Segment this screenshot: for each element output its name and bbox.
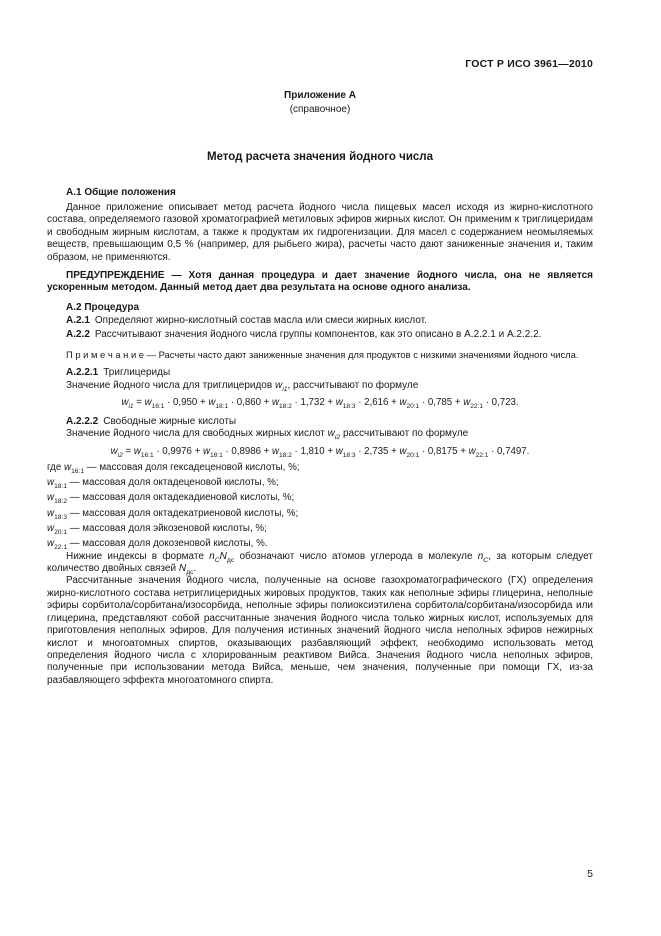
section-a2-heading: А.2 Процедура xyxy=(66,301,140,313)
closing-paragraph: Рассчитанные значения йодного числа, полученные на основе газохроматографического (ГХ) определения жирно-кислотного состава нетриглицеридных жировых продуктов, таких как неполные эфиры глицерина, неполные эфиры сорбитола/сорбитана/изосорбида, неполные эфиры полиоксиэтилена сорбитола/сорбитана/изосорбида или глицерина, представляют собой рассчитанные значения йодного числа только жирных кислот, используемых для приготовления неполных эфиров. Для получения истинных значений йодного числа неполных эфиров нежирных кислот и многоатомных спиртов, оказывающих разбавляющий эффект, необходимо использовать метод определения йодного числа с хлорированным реактивом Вийса. Значения йодного числа неполных эфиров, полученные при использовании метода Вийса, меньше, чем значения, полученные при помощи ГХ, из-за разбавляющего эффекта многоатомного спирта. xyxy=(47,575,593,686)
page-content xyxy=(47,58,593,687)
where-line: $w_{18:2}$ — массовая доля октадекадиеновой кислоты, %; xyxy=(47,492,295,506)
where-line: $w_{20:1}$ — массовая доля эйкозеновой кислоты, %; xyxy=(47,523,267,537)
paragraph-a1-body: Данное приложение описывает метод расчета йодного числа пищевых масел исходя из жирно-кислотного состава, определяемого газовой хроматографией метиловых эфиров жирных кислот. Он применим к триглицеридам и свободным жирным кислотам, а также к продуктам их гидрогенизации. Для масел с содержанием неомыляемых веществ, превышающим 0,5 % (например, для рыбьего жира), расчеты часто дают заниженные значения и, таким образом, не применяются. xyxy=(47,202,593,263)
clause-a21-number: А.2.1 xyxy=(66,314,90,326)
clause-a22-number: А.2.2 xyxy=(66,329,90,341)
where-definitions xyxy=(47,462,593,551)
clause-a21 xyxy=(47,315,593,327)
clause-a222-intro: Значение йодного числа для свободных жирных кислот $w_{i2}$ рассчитывают по формуле xyxy=(66,428,469,442)
where-line: $w_{18:3}$ — массовая доля октадекатриеновой кислоты, %; xyxy=(47,507,299,521)
clause-a222-name: Свободные жирные кислоты xyxy=(103,416,237,428)
formula-triglycerides: $w_{i1} = w_{16:1} \cdot 0,950 + w_{18:1} \cdot 0,860 + w_{18:2} \cdot 1,732 + w_{18:3} \cdot 2,616 + w_{20:1} \cdot 0,785 + w_{22:1} \cdot 0,723$. xyxy=(121,397,519,410)
clause-a221-heading xyxy=(47,367,593,379)
section-a1-heading: А.1 Общие положения xyxy=(66,187,176,198)
clause-a22-text: Рассчитывают значения йодного числа группы компонентов, как это описано в А.2.2.1 и А.2.2.2. xyxy=(94,329,542,341)
annex-title: Метод расчета значения йодного числа xyxy=(206,151,433,163)
warning-paragraph: ПРЕДУПРЕЖДЕНИЕ — Хотя данная процедура и дает значение йодного числа, она не является ускоренным методом. Данный метод дает два результата на основе одного анализа. xyxy=(47,270,593,294)
clause-a221-number: А.2.2.1 xyxy=(66,367,99,379)
indices-paragraph: Нижние индексы в формате $n_CN_{дс}$ обозначают число атомов углерода в молекуле $n_C$, за которым следует количество двойных связей $N_{дс}$. xyxy=(47,550,593,577)
where-line: $w_{22:1}$ — массовая доля докозеновой кислоты, %. xyxy=(47,538,268,552)
where-line: где $w_{16:1}$ — массовая доля гексадеценовой кислоты, %; xyxy=(47,461,300,475)
clause-a222-number: А.2.2.2 xyxy=(66,416,99,428)
page-number: 5 xyxy=(587,868,593,880)
document-code: ГОСТ Р ИСО 3961—2010 xyxy=(465,58,593,70)
formula-free-fatty-acids: $w_{i2} = w_{16:1} \cdot 0,9976 + w_{18:1} \cdot 0,8986 + w_{18:2} \cdot 1,810 + w_{18:3} \cdot 2,735 + w_{20:1} \cdot 0,8175 + w_{22:1} \cdot 0,7497$. xyxy=(110,445,530,459)
note-paragraph: П р и м е ч а н и е — Расчеты часто дают заниженные значения для продуктов с низкими значениями йодного числа. xyxy=(66,348,579,360)
clause-a22 xyxy=(47,329,593,341)
annex-kind: (справочное) xyxy=(289,104,351,115)
annex-label: Приложение А xyxy=(284,90,356,101)
where-line: $w_{18:1}$ — массовая доля октадеценовой кислоты, %; xyxy=(47,477,279,491)
clause-a221-name: Триглицериды xyxy=(103,367,171,379)
clause-a222-heading xyxy=(47,416,593,428)
clause-a21-text: Определяют жирно-кислотный состав масла или смеси жирных кислот. xyxy=(94,314,427,326)
clause-a221-intro: Значение йодного числа для триглицеридов $w_{i1}$, рассчитывают по формуле xyxy=(66,379,419,393)
